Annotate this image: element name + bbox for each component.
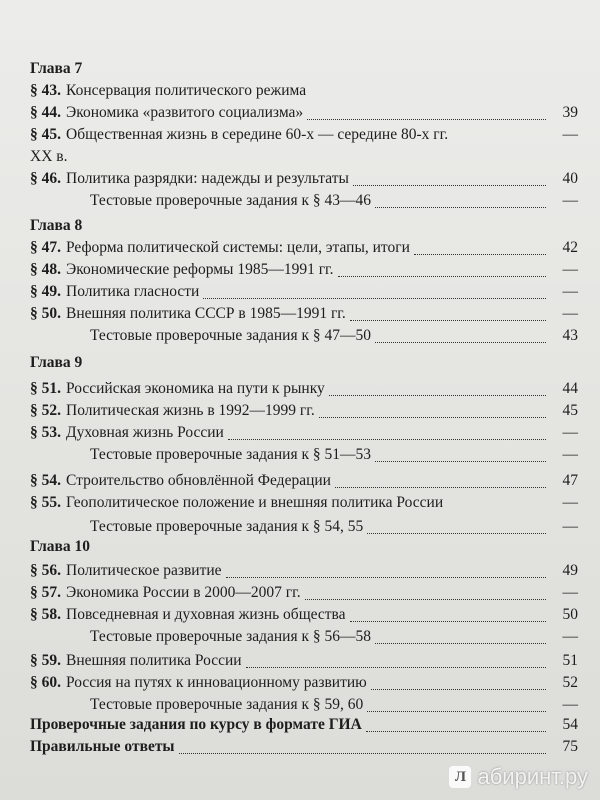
section-title: Россия на путях к инновационному развитию [66, 674, 367, 691]
section-title: Политика гласности [66, 283, 200, 300]
section-title: Политика разрядки: надежды и результаты [66, 170, 349, 187]
watermark [449, 764, 588, 790]
leader-dots [375, 342, 546, 343]
chapter-heading: Глава 8 [30, 217, 83, 234]
section-title: Российская экономика на пути к рынку [66, 380, 325, 397]
section-number: § 43. [30, 82, 61, 99]
page-number: 50 [562, 606, 578, 623]
leader-dots [203, 298, 546, 299]
leader-dots [367, 711, 546, 712]
section-title: Экономические реформы 1985—1991 гг. [66, 261, 334, 278]
page-number: 54 [562, 716, 578, 733]
test-title: Тестовые проверочные задания к § 51—53 [90, 446, 371, 463]
leader-dots [338, 276, 546, 277]
page-number: — [562, 283, 578, 300]
toc-entry [30, 714, 578, 736]
section-title: Консервация политического режима [66, 82, 307, 99]
section-title: Внешняя политика России [66, 652, 242, 669]
section-title: Политическая жизнь в 1992—1999 гг. [66, 402, 315, 419]
toc-entry [30, 672, 578, 694]
toc-entry [30, 400, 578, 422]
toc-entry [30, 604, 578, 626]
page-number: — [562, 584, 578, 601]
test-entry [30, 190, 578, 212]
page-number: — [562, 628, 578, 645]
page-number: — [562, 424, 578, 441]
toc-entry [30, 124, 578, 146]
section-title: Политическое развитие [66, 562, 222, 579]
chapter-8 [30, 215, 578, 347]
section-number: § 55. [30, 494, 61, 511]
section-title: Духовная жизнь России [66, 424, 224, 441]
section-title-continuation: XX в. [30, 148, 68, 165]
leader-dots [375, 207, 546, 208]
test-entry [30, 626, 578, 648]
leader-dots [367, 533, 546, 534]
section-title: Повседневная и духовная жизнь общества [66, 606, 346, 623]
page-number: 39 [562, 104, 578, 121]
labirint-logo-icon: Л [449, 766, 471, 788]
leader-dots [414, 254, 546, 255]
page-number: 43 [562, 327, 578, 344]
page-number: — [562, 446, 578, 463]
toc-entry [30, 736, 578, 758]
test-title: Тестовые проверочные задания к § 43—46 [90, 192, 371, 209]
page-number: 52 [562, 674, 578, 691]
page-number: 47 [562, 472, 578, 489]
page-number: 42 [562, 239, 578, 256]
leader-dots [305, 599, 546, 600]
section-title: Внешняя политика СССР в 1985—1991 гг. [66, 305, 346, 322]
chapter-9 [30, 352, 578, 538]
page-number: 51 [562, 652, 578, 669]
leader-dots [375, 461, 546, 462]
section-title: Общественная жизнь в середине 60-х — середине 80-х гг. [66, 126, 449, 143]
chapter-heading: Глава 10 [30, 538, 91, 555]
section-title: Строительство обновлённой Федерации [66, 472, 331, 489]
section-title: Экономика «развитого социализма» [66, 104, 304, 121]
page-number: — [562, 696, 578, 713]
toc-entry [30, 259, 578, 281]
section-number: § 48. [30, 261, 61, 278]
toc-entry [30, 303, 578, 325]
final-title: Проверочные задания по курсу в формате ГИА [30, 716, 362, 733]
chapter-10 [30, 536, 578, 716]
leader-dots [228, 439, 546, 440]
test-entry [30, 694, 578, 716]
page-number: 75 [562, 738, 578, 755]
page-number: — [562, 518, 578, 535]
page-number: 45 [562, 402, 578, 419]
final-title: Правильные ответы [30, 738, 175, 755]
section-number: § 57. [30, 584, 61, 601]
section-number: § 46. [30, 170, 61, 187]
toc-entry [30, 378, 578, 400]
page-number: 40 [562, 170, 578, 187]
test-entry [30, 516, 578, 538]
section-number: § 53. [30, 424, 61, 441]
section-number: § 54. [30, 472, 61, 489]
test-entry [30, 325, 578, 347]
page-number: — [562, 192, 578, 209]
section-title: Геополитическое положение и внешняя политика России [66, 494, 444, 511]
leader-dots [319, 417, 546, 418]
leader-dots [226, 577, 546, 578]
page-number: — [562, 261, 578, 278]
toc-entry [30, 80, 578, 102]
toc-entry [30, 650, 578, 672]
section-number: § 50. [30, 305, 61, 322]
toc-entry [30, 560, 578, 582]
test-title: Тестовые проверочные задания к § 59, 60 [90, 696, 364, 713]
chapter-7 [30, 58, 578, 212]
section-title: Реформа политической системы: цели, этапы, итоги [66, 239, 410, 256]
chapter-heading: Глава 9 [30, 354, 83, 371]
leader-dots [375, 643, 546, 644]
toc-entry [30, 422, 578, 444]
test-title: Тестовые проверочные задания к § 54, 55 [90, 518, 364, 535]
test-title: Тестовые проверочные задания к § 56—58 [90, 628, 371, 645]
page-number: 49 [562, 562, 578, 579]
page-number: — [562, 126, 578, 143]
watermark-text: абиринт.ру [477, 764, 588, 789]
section-number: § 59. [30, 652, 61, 669]
leader-dots [350, 320, 546, 321]
test-title: Тестовые проверочные задания к § 47—50 [90, 327, 371, 344]
leader-dots [335, 487, 546, 488]
section-number: § 58. [30, 606, 61, 623]
leader-dots [246, 667, 546, 668]
toc-entry [30, 281, 578, 303]
leader-dots [329, 395, 546, 396]
page-number: — [562, 305, 578, 322]
section-number: § 52. [30, 402, 61, 419]
section-number: § 47. [30, 239, 61, 256]
final-section [30, 714, 578, 758]
toc-entry [30, 492, 578, 514]
leader-dots [366, 731, 546, 732]
section-title: Экономика России в 2000—2007 гг. [66, 584, 301, 601]
section-number: § 49. [30, 283, 61, 300]
toc-entry [30, 168, 578, 190]
toc-entry [30, 237, 578, 259]
toc-entry [30, 470, 578, 492]
test-entry [30, 444, 578, 466]
toc-entry [30, 102, 578, 124]
toc-entry [30, 582, 578, 604]
leader-dots [307, 119, 546, 120]
chapter-heading: Глава 7 [30, 60, 83, 77]
section-number: § 44. [30, 104, 61, 121]
leader-dots [353, 185, 546, 186]
page-number: 44 [562, 380, 578, 397]
section-number: § 60. [30, 674, 61, 691]
section-number: § 45. [30, 126, 61, 143]
leader-dots [350, 621, 546, 622]
leader-dots [179, 753, 546, 754]
page-number: — [562, 494, 578, 511]
leader-dots [371, 689, 546, 690]
section-number: § 56. [30, 562, 61, 579]
toc-entry-continuation [30, 146, 578, 168]
section-number: § 51. [30, 380, 61, 397]
